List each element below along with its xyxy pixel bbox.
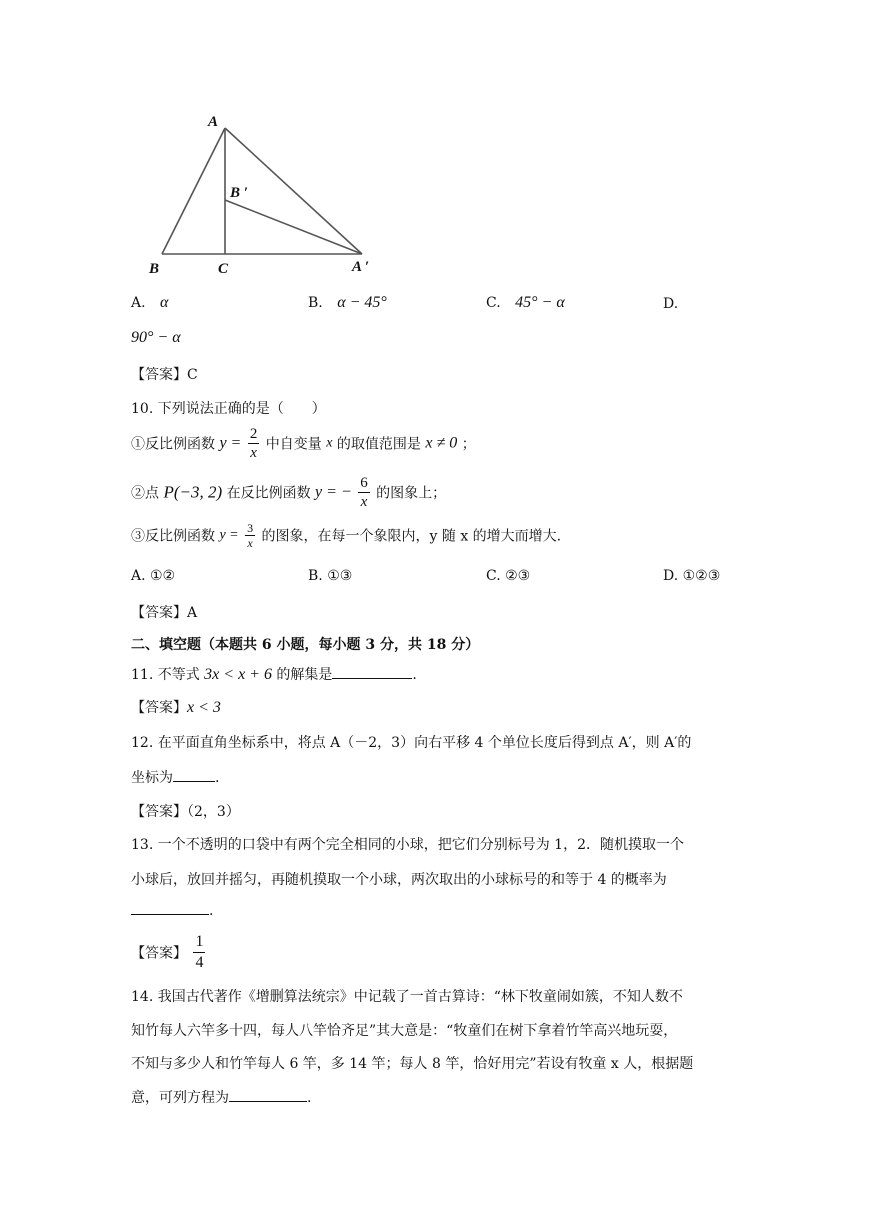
q12-line-1: 12. 在平面直角坐标系中，将点 A（－2，3）向右平移 4 个单位长度后得到点 A′，则 A′的 bbox=[131, 735, 692, 751]
q12-answer bbox=[131, 801, 240, 821]
segment-ab bbox=[162, 128, 225, 254]
q10-option-a: A. ①② bbox=[131, 568, 176, 584]
q11-suffix: 的解集是 bbox=[276, 667, 333, 683]
q11-stem bbox=[131, 664, 417, 684]
s1-mid: 中自变量 bbox=[265, 436, 322, 453]
answer-value: x < 3 bbox=[187, 699, 221, 716]
s3-numerator: 3 bbox=[247, 521, 254, 535]
q14-line-2: 知竹每人六竿多十四，每人八竿恰齐足”其大意是：“牧童们在树下拿着竹竿高兴地玩耍， bbox=[131, 1023, 678, 1039]
q11-end: . bbox=[412, 667, 417, 683]
s2-denominator: x bbox=[360, 494, 368, 510]
s3-denominator: x bbox=[247, 536, 253, 550]
label-b-prime: B ′ bbox=[230, 185, 248, 201]
q12-line-2-prefix: 坐标为 bbox=[131, 770, 173, 786]
q9-option-d-label: D. bbox=[663, 296, 679, 312]
q12-blank[interactable] bbox=[173, 781, 215, 782]
s3-fraction bbox=[245, 521, 255, 550]
s1-y: y = bbox=[219, 434, 242, 452]
q13-end: . bbox=[209, 903, 214, 919]
q12-line-2 bbox=[131, 767, 219, 787]
s2-fraction bbox=[358, 474, 370, 511]
q9-option-c-math: 45° − α bbox=[515, 294, 565, 311]
q13-line-2: 小球后，放回并摇匀，再随机摸取一个小球，两次取出的小球标号的和等于 4 的概率为 bbox=[131, 872, 667, 888]
answer-tag: 【答案】 bbox=[131, 700, 187, 716]
q10-option-b: B. ①③ bbox=[308, 568, 353, 584]
q14-line-1: 14. 我国古代著作《增删算法统宗》中记载了一首古算诗：“林下牧童闹如簇，不知人数不 bbox=[131, 989, 683, 1005]
q9-option-a bbox=[131, 294, 168, 312]
answer-value: （2，3） bbox=[187, 804, 240, 820]
answer-tag: 【答案】 bbox=[131, 605, 187, 621]
q11-answer bbox=[131, 697, 221, 717]
s1-end: ； bbox=[461, 436, 476, 453]
s3-prefix: ③反比例函数 bbox=[131, 528, 215, 545]
answer-denominator: 4 bbox=[195, 954, 204, 971]
answer-value: A bbox=[187, 605, 198, 621]
s1-mid2: 的取值范围是 bbox=[336, 436, 421, 453]
q11-inequality: 3x < x + 6 bbox=[204, 666, 272, 683]
q13-line-3 bbox=[131, 903, 213, 919]
s3-end: 的图象，在每一个象限内，y 随 x 的增大而增大. bbox=[261, 528, 562, 545]
s1-denominator: x bbox=[250, 445, 257, 461]
q9-option-c-label: C. bbox=[486, 295, 501, 311]
s2-mid: 在反比例函数 bbox=[226, 485, 311, 502]
s2-prefix: ②点 bbox=[131, 485, 159, 502]
q10-statement-2 bbox=[131, 474, 446, 511]
section-heading: 二、填空题（本题共 6 小题，每小题 3 分，共 18 分） bbox=[131, 637, 480, 653]
answer-fraction bbox=[193, 932, 205, 973]
q11-prefix: 11. 不等式 bbox=[131, 667, 200, 683]
q14-blank[interactable] bbox=[229, 1101, 307, 1102]
q9-option-c bbox=[486, 294, 565, 312]
q9-option-b bbox=[308, 294, 387, 312]
label-c: C bbox=[218, 261, 229, 277]
q9-option-b-label: B. bbox=[308, 295, 323, 311]
s2-end: 的图象上； bbox=[376, 485, 447, 502]
s1-prefix: ①反比例函数 bbox=[131, 436, 215, 453]
q10-statement-3 bbox=[131, 521, 561, 550]
answer-tag: 【答案】 bbox=[131, 804, 187, 820]
q13-answer bbox=[131, 932, 207, 973]
q10-option-c: C. ②③ bbox=[486, 568, 531, 584]
q9-option-b-math: α − 45° bbox=[337, 294, 387, 311]
q10-stem: 10. 下列说法正确的是（ ） bbox=[131, 401, 326, 417]
s2-y: y = − bbox=[315, 483, 352, 501]
q11-blank[interactable] bbox=[332, 678, 412, 679]
label-b: B bbox=[149, 261, 160, 277]
triangle-figure bbox=[140, 108, 390, 280]
q9-option-a-math: α bbox=[160, 294, 169, 311]
q9-answer bbox=[131, 364, 198, 384]
q10-answer bbox=[131, 602, 197, 622]
answer-numerator: 1 bbox=[193, 932, 205, 953]
s1-var: x bbox=[326, 435, 333, 451]
q13-line-1: 13. 一个不透明的口袋中有两个完全相同的小球，把它们分别标号为 1，2．随机摸取一个 bbox=[131, 837, 684, 853]
answer-tag: 【答案】 bbox=[131, 367, 187, 383]
q12-end: . bbox=[215, 770, 220, 786]
s3-y: y = bbox=[219, 527, 239, 543]
s1-numerator: 2 bbox=[249, 426, 258, 442]
label-a-prime: A ′ bbox=[352, 259, 370, 275]
q10-statement-1 bbox=[131, 425, 476, 462]
s1-condition: x ≠ 0 bbox=[425, 434, 458, 452]
q9-option-a-label: A. bbox=[131, 295, 146, 311]
s2-point: P(−3, 2) bbox=[163, 482, 223, 502]
answer-tag: 【答案】 bbox=[131, 945, 187, 962]
q14-line-3: 不知与多少人和竹竿每人 6 竿，多 14 竿；每人 8 竿，恰好用完”若设有牧童 x 人，根据题 bbox=[131, 1056, 694, 1072]
q13-blank[interactable] bbox=[131, 914, 209, 915]
answer-value: C bbox=[187, 367, 198, 383]
s2-numerator: 6 bbox=[360, 475, 368, 491]
s1-fraction bbox=[248, 425, 260, 462]
q14-line-4 bbox=[131, 1087, 311, 1107]
q9-option-d-math: 90° − α bbox=[131, 329, 181, 346]
q14-end: . bbox=[307, 1090, 312, 1106]
label-a: A bbox=[208, 114, 219, 130]
q14-line-4-prefix: 意，可列方程为 bbox=[131, 1090, 229, 1106]
segment-b-prime-a-prime bbox=[225, 200, 362, 254]
q10-option-d: D. ①②③ bbox=[663, 568, 721, 584]
